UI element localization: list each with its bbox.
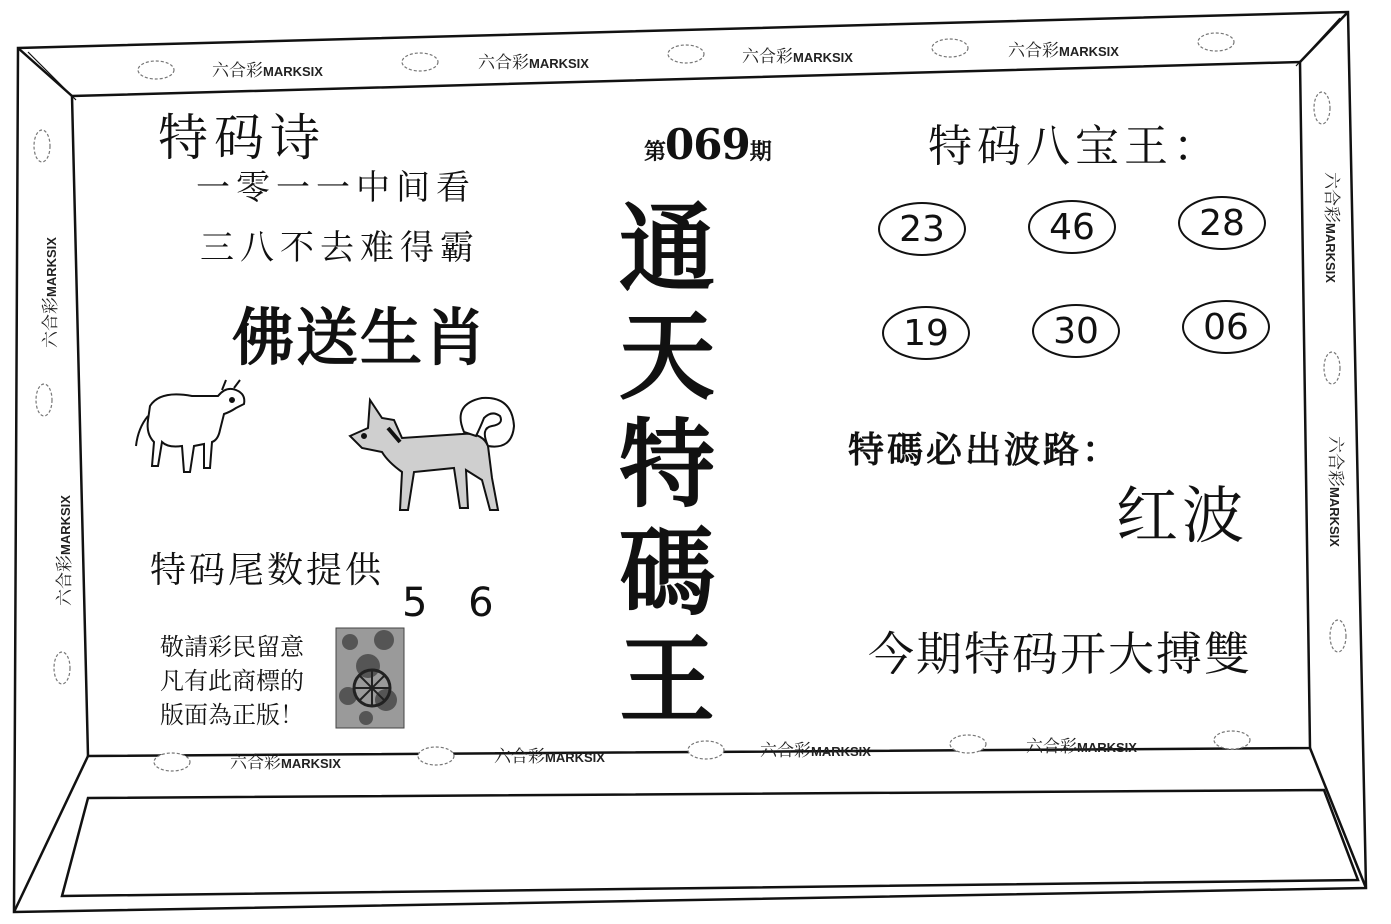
poem-title: 特码诗 xyxy=(158,109,326,167)
watermark-left-1: 六合彩MARKSIX xyxy=(41,237,61,348)
trademark-stamp-icon xyxy=(334,626,406,730)
number-ball-4: 19 xyxy=(882,306,970,360)
watermark-bottom-4: 六合彩MARKSIX xyxy=(1026,737,1137,757)
main-title xyxy=(602,192,732,737)
number-ball-1: 23 xyxy=(878,202,966,256)
number-ball-3: 28 xyxy=(1178,196,1266,250)
main-title-char-1: 通 xyxy=(619,192,715,305)
main-title-char-2: 天 xyxy=(619,300,715,413)
number-ball-5: 30 xyxy=(1032,304,1120,358)
watermark-bottom-1: 六合彩MARKSIX xyxy=(230,753,341,773)
wave-label: 特碼必出波路： xyxy=(848,429,1122,471)
watermark-top-4: 六合彩MARKSIX xyxy=(1008,41,1119,61)
poem-line-2: 三八不去难得霸 xyxy=(200,228,480,268)
main-title-char-4: 碼 xyxy=(619,516,715,629)
slogan: 今期特码开大搏雙 xyxy=(868,627,1252,681)
notice-line-2: 凡有此商標的 xyxy=(160,667,304,695)
watermark-right-1: 六合彩MARKSIX xyxy=(1321,172,1341,283)
poem-line-1: 一零一一中间看 xyxy=(196,168,476,208)
number-ball-6: 06 xyxy=(1182,300,1270,354)
watermark-right-2: 六合彩MARKSIX xyxy=(1325,436,1345,547)
watermark-left-2: 六合彩MARKSIX xyxy=(55,495,75,606)
watermark-top-3: 六合彩MARKSIX xyxy=(742,47,853,67)
mantissa-label: 特码尾数提供 xyxy=(150,550,385,591)
mantissa-value: 5 6 xyxy=(402,580,508,626)
notice-line-1: 敬請彩民留意 xyxy=(160,633,304,661)
notice-line-3: 版面為正版！ xyxy=(160,701,304,729)
issue-number: 第069期 xyxy=(644,120,771,169)
wave-value: 红波 xyxy=(1116,479,1249,552)
watermark-bottom-3: 六合彩MARKSIX xyxy=(760,741,871,761)
watermark-bottom-2: 六合彩MARKSIX xyxy=(494,747,605,767)
number-ball-2: 46 xyxy=(1028,200,1116,254)
notice-block xyxy=(160,630,304,732)
main-title-char-3: 特 xyxy=(619,408,715,521)
watermark-top-1: 六合彩MARKSIX xyxy=(212,61,323,81)
watermark-top-2: 六合彩MARKSIX xyxy=(478,53,589,73)
ox-icon xyxy=(132,376,250,478)
dog-icon xyxy=(342,392,522,518)
main-title-char-5: 王 xyxy=(619,624,715,737)
zodiac-title: 佛送生肖 xyxy=(232,301,489,374)
eight-treasures-title: 特码八宝王： xyxy=(928,121,1222,172)
